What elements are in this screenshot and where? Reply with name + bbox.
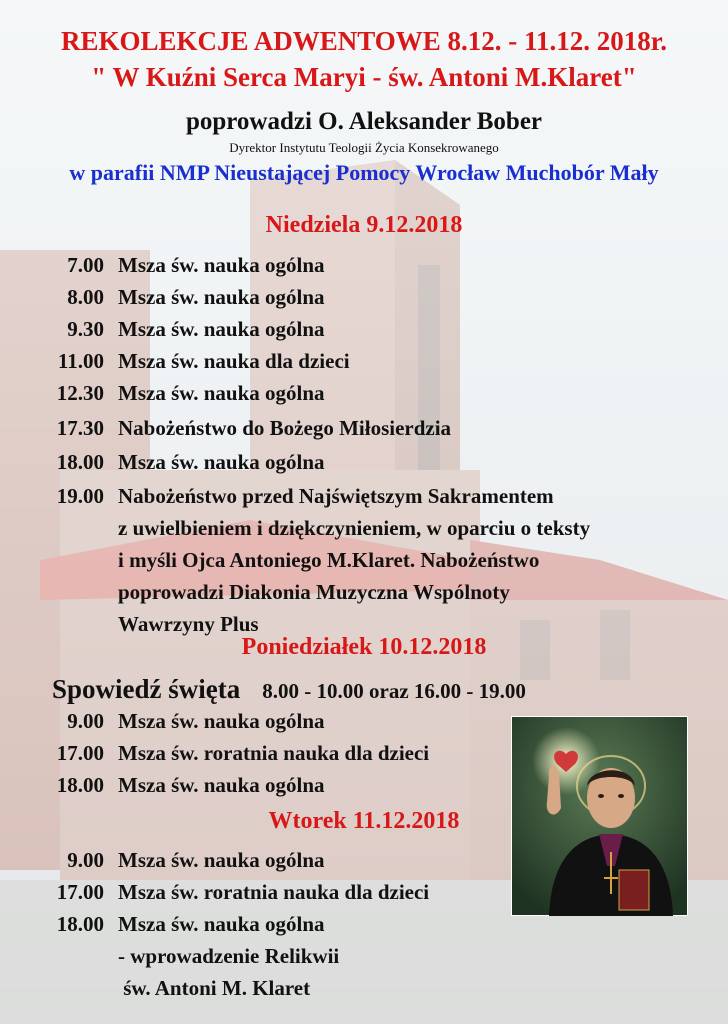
event-text: Msza św. nauka ogólna	[118, 848, 325, 872]
event-time: 17.00	[56, 880, 104, 904]
confession-times: 8.00 - 10.00 oraz 16.00 - 19.00	[262, 679, 526, 703]
event-time: 9.30	[67, 317, 104, 341]
event-time: 18.00	[56, 773, 104, 797]
retreat-title: REKOLEKCJE ADWENTOWE 8.12. - 11.12. 2018r.	[60, 26, 668, 56]
day-heading-sunday: Niedziela 9.12.2018	[265, 212, 463, 238]
event-text: Msza św. nauka ogólna	[118, 253, 325, 277]
event-time: 17.30	[56, 416, 104, 440]
event-text: Msza św. roratnia nauka dla dzieci	[118, 880, 430, 904]
event-text: poprowadzi Diakonia Muzyczna Wspólnoty	[118, 580, 510, 604]
event-time: 18.00	[56, 912, 104, 936]
event-time: 12.30	[56, 381, 104, 405]
event-time: 7.00	[67, 253, 104, 277]
event-text: Nabożeństwo do Bożego Miłosierdzia	[118, 416, 452, 440]
retreat-theme: " W Kuźni Serca Maryi - św. Antoni M.Klaret"	[91, 62, 637, 92]
event-time: 11.00	[57, 349, 104, 373]
event-text: Msza św. nauka ogólna	[118, 450, 325, 474]
event-time: 17.00	[56, 741, 104, 765]
event-text: Msza św. roratnia nauka dla dzieci	[118, 741, 430, 765]
saint-portrait-image	[511, 716, 688, 916]
day-heading-monday: Poniedziałek 10.12.2018	[241, 634, 487, 660]
event-time: 9.00	[67, 848, 104, 872]
event-time: 9.00	[67, 709, 104, 733]
event-text: Msza św. nauka ogólna	[118, 381, 325, 405]
retreat-leader: poprowadzi O. Aleksander Bober	[185, 108, 543, 135]
event-time: 19.00	[56, 484, 104, 508]
event-time: 8.00	[67, 285, 104, 309]
event-text: św. Antoni M. Klaret	[118, 976, 311, 1000]
event-text: Wawrzyny Plus	[118, 612, 259, 636]
event-text: i myśli Ojca Antoniego M.Klaret. Nabożeństwo	[118, 548, 540, 572]
confession-hours	[52, 674, 526, 705]
event-text: Msza św. nauka ogólna	[118, 709, 325, 733]
event-text: Msza św. nauka dla dzieci	[118, 349, 350, 373]
event-text: Msza św. nauka ogólna	[118, 773, 325, 797]
event-text: Msza św. nauka ogólna	[118, 912, 325, 936]
event-text: Msza św. nauka ogólna	[118, 317, 325, 341]
event-text: - wprowadzenie Relikwii	[118, 944, 340, 968]
event-text: Nabożeństwo przed Najświętszym Sakramentem	[118, 484, 554, 508]
event-text: z uwielbieniem i dziękczynieniem, w oparciu o teksty	[118, 516, 591, 540]
event-text: Msza św. nauka ogólna	[118, 285, 325, 309]
parish-name: w parafii NMP Nieustającej Pomocy Wrocław Muchobór Mały	[69, 160, 659, 185]
day-heading-tuesday: Wtorek 11.12.2018	[268, 808, 460, 834]
leader-role: Dyrektor Instytutu Teologii Życia Konsekrowanego	[229, 140, 499, 155]
confession-label: Spowiedź święta	[52, 674, 241, 704]
event-time: 18.00	[56, 450, 104, 474]
